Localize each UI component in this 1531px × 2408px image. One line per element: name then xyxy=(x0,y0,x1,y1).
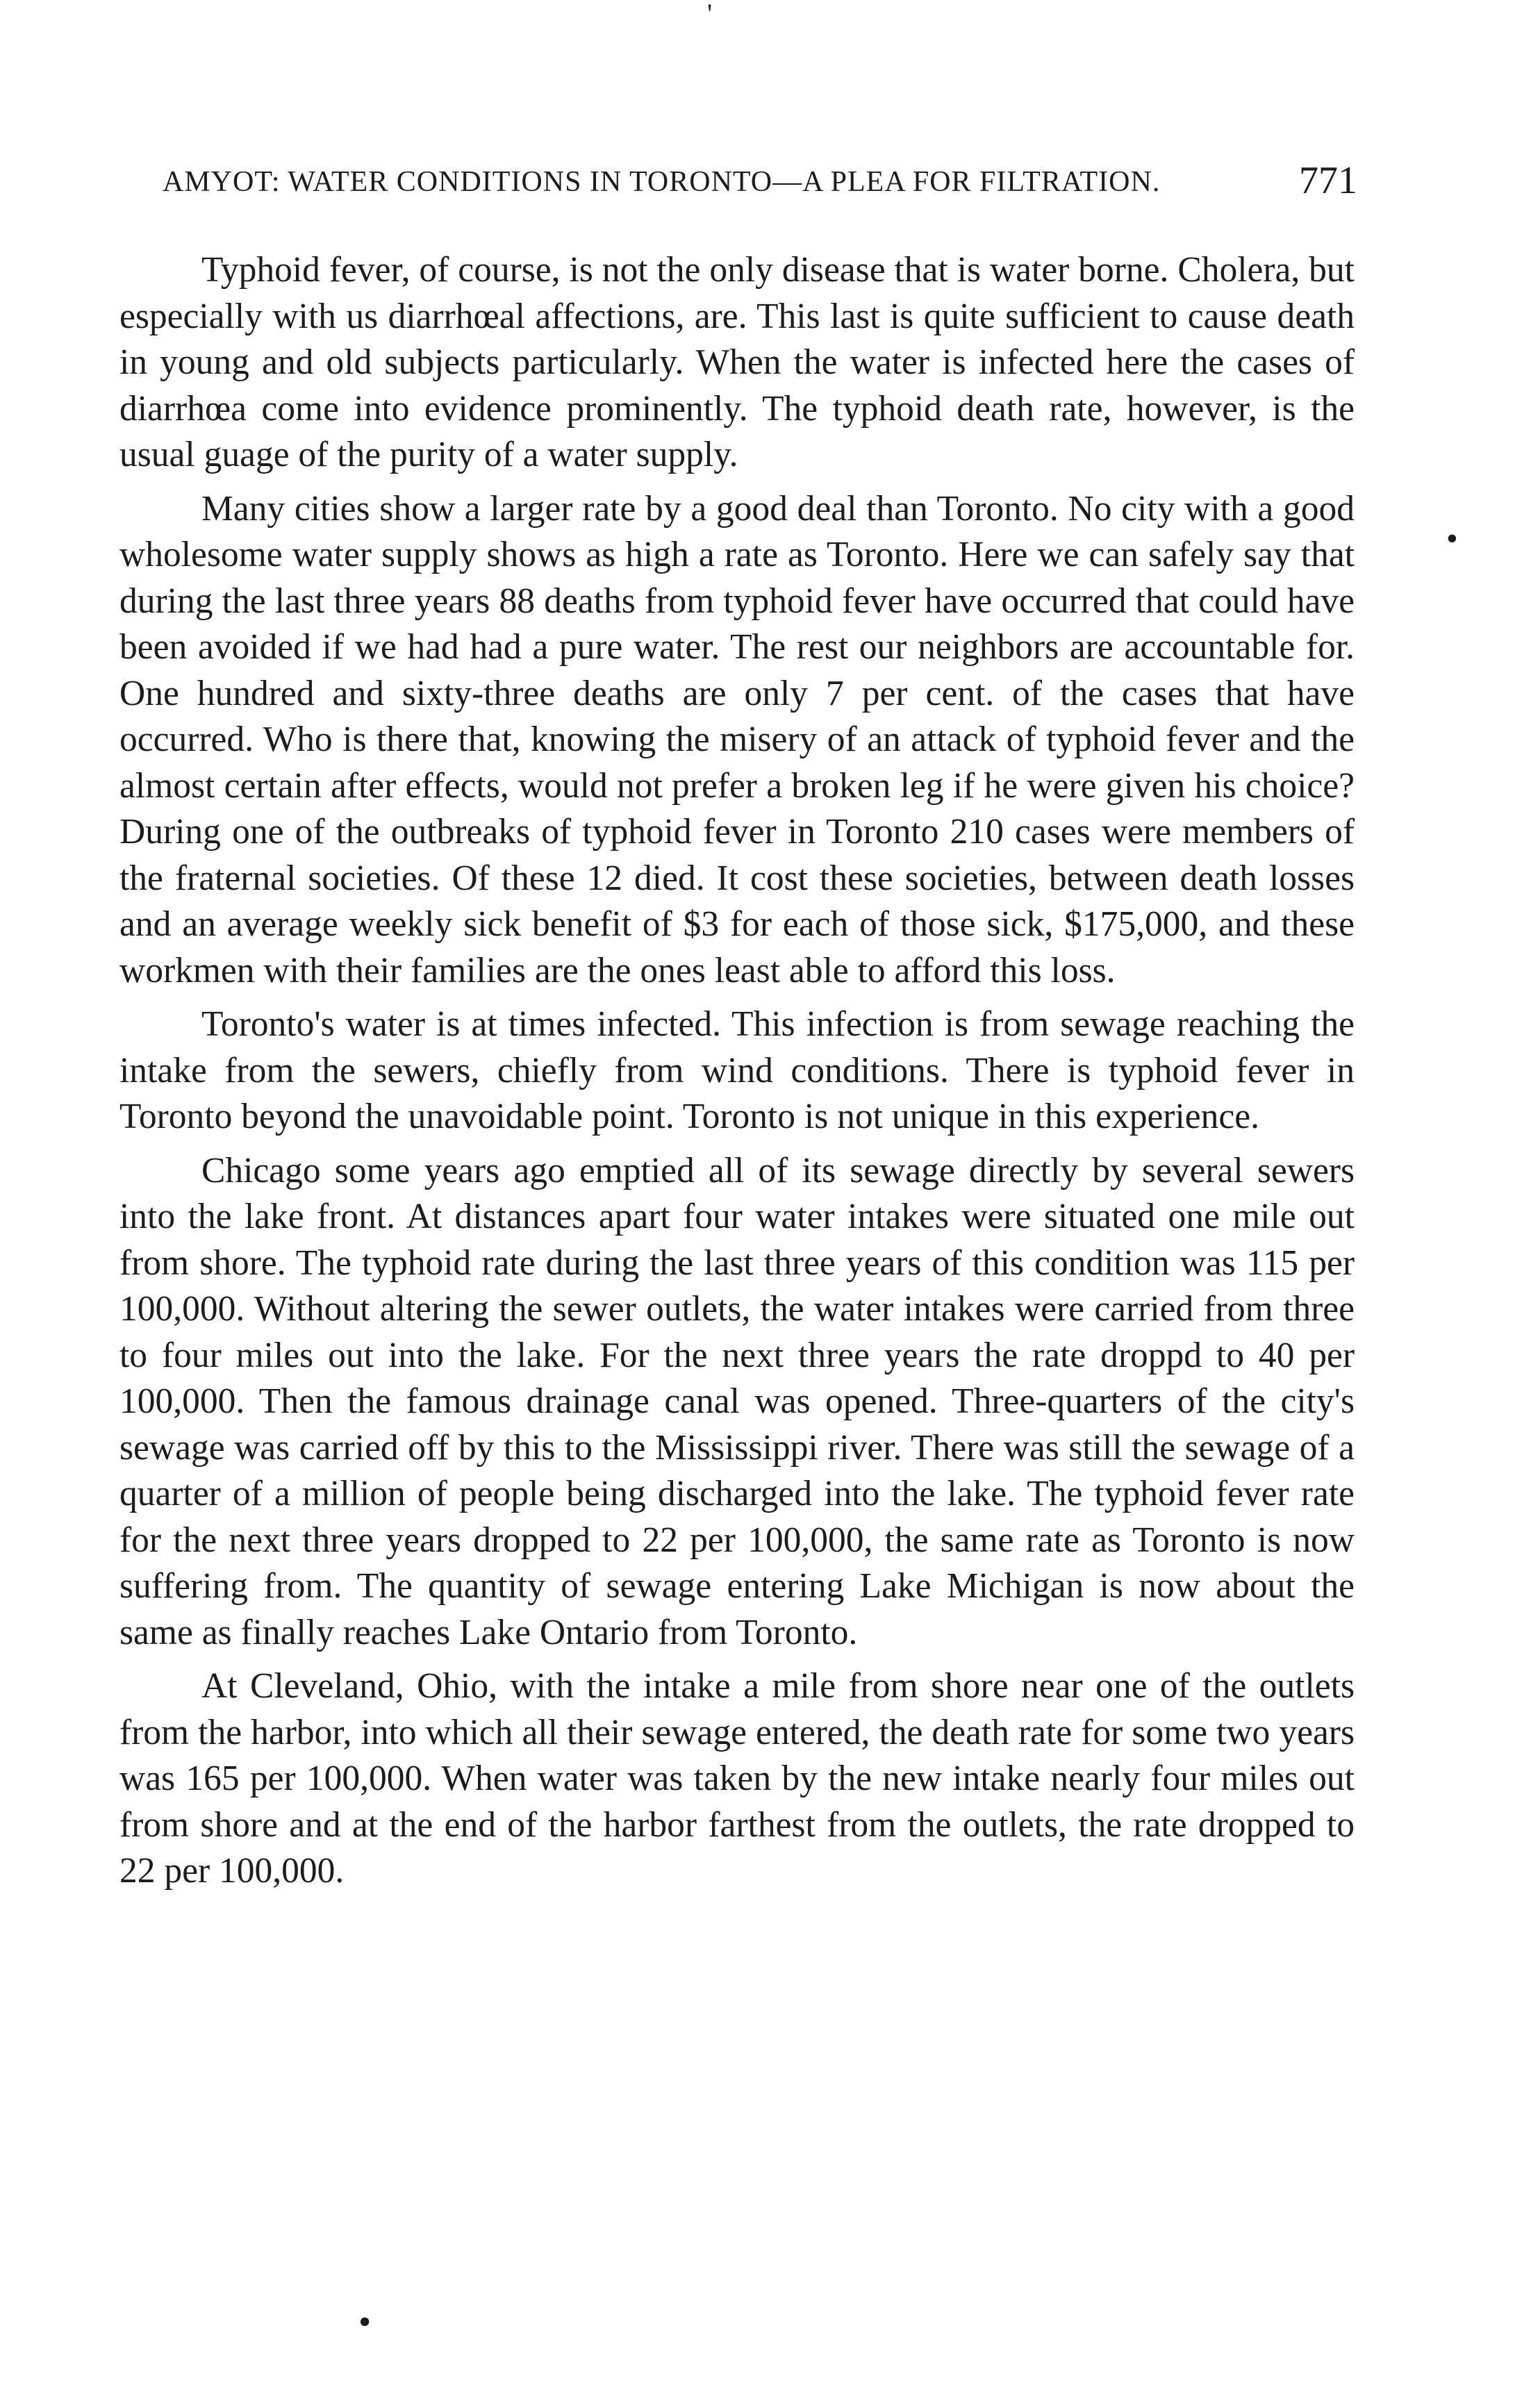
page-number: 771 xyxy=(1299,159,1357,202)
paragraph-chicago: Chicago some years ago emptied all of its sewage directly by several sewers into the lake front. At distances apart four water intakes were situated one mile out from shore. The typhoid rate during the last three years of this condition was 115 per 100,000. Without altering the sewer outlets, the water intakes were carried from three to four miles out into the lake. For the next three years the rate droppd to 40 per 100,000. Then the famous drainage canal was opened. Three-quarters of the city's sewage was carried off by this to the Mississippi river. There was still the sewage of a quarter of a million of people being discharged into the lake. The typhoid fever rate for the next three years dropped to 22 per 100,000, the same rate as Toronto is now suffering from. The quantity of sewage entering Lake Michigan is now about the same as finally reaches Lake Ontario from Toronto. xyxy=(119,1150,1355,1652)
paragraph-toronto-infection: Toronto's water is at times infected. This infection is from sewage reaching the intake from the sewers, chiefly from wind conditions. There is typhoid fever in Toronto beyond the unavoidable point. Toronto is not unique in this experience. xyxy=(119,1004,1355,1136)
stray-mark-top: ' xyxy=(707,0,713,29)
stray-dot-right: • xyxy=(1446,520,1458,557)
running-title: AMYOT: WATER CONDITIONS IN TORONTO—A PLEA FOR FILTRATION. xyxy=(163,166,1161,198)
stray-dot-bottom: • xyxy=(358,2302,372,2342)
paragraph-cleveland: At Cleveland, Ohio, with the intake a mile from shore near one of the outlets from the harbor, into which all their sewage entered, the death rate for some two years was 165 per 100,000. When water was taken by the new intake nearly four miles out from shore and at the end of the harbor farthest from the outlets, the rate dropped to 22 per 100,000. xyxy=(119,1666,1355,1891)
paragraph-diseases: Typhoid fever, of course, is not the only disease that is water borne. Cholera, but especially with us diarrhœal affections, are. This last is quite sufficient to cause death in young and old subjects particularly. When the water is infected here the cases of diarrhœa come into evidence prominently. The typhoid death rate, however, is the usual guage of the purity of a water supply. xyxy=(119,250,1355,474)
paragraph-city-rates: Many cities show a larger rate by a good deal than Toronto. No city with a good wholesome water supply shows as high a rate as Toronto. Here we can safely say that during the last three years 88 deaths from typhoid fever have occurred that could have been avoided if we had had a pure water. The rest our neighbors are accountable for. One hundred and sixty-three deaths are only 7 per cent. of the cases that have occurred. Who is there that, knowing the misery of an attack of typhoid fever and the almost certain after effects, would not prefer a broken leg if he were given his choice? During one of the outbreaks of typhoid fever in Toronto 210 cases were members of the fraternal societies. Of these 12 died. It cost these societies, between death losses and an average weekly sick benefit of $3 for each of those sick, $175,000, and these workmen with their families are the ones least able to afford this loss. xyxy=(119,488,1355,990)
running-header xyxy=(163,159,1357,202)
body-text xyxy=(119,247,1355,1902)
